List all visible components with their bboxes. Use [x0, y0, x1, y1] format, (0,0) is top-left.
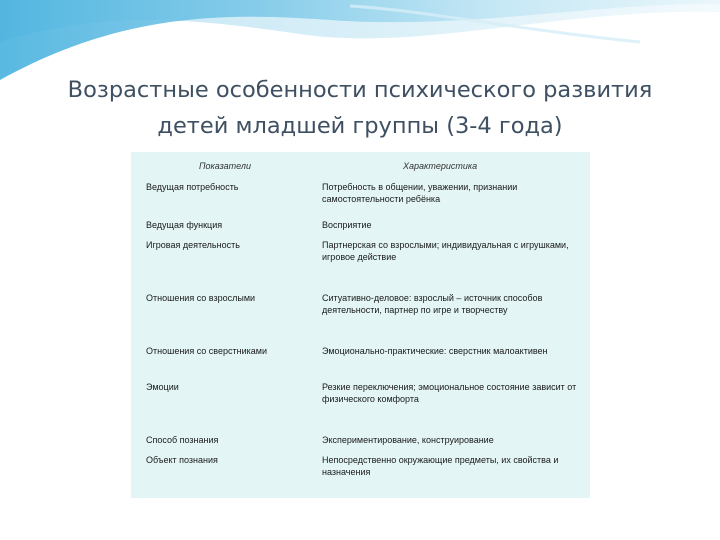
header-characteristics: Характеристика [403, 161, 478, 171]
slide-title: Возрастные особенности психического развития детей младшей группы (3-4 года) [67, 77, 653, 139]
row-indicator-4: Отношения со взрослыми [146, 293, 256, 303]
row-indicator-7: Способ познания [146, 435, 219, 445]
row-characteristic-1: Потребность в общении, уважении, признании самостоятельности ребёнка [322, 182, 518, 204]
header-indicators: Показатели [199, 161, 251, 171]
characteristics-table [131, 152, 590, 498]
row-indicator-3: Игровая деятельность [146, 240, 240, 250]
row-indicator-2: Ведущая функция [146, 220, 223, 230]
row-characteristic-5: Эмоционально-практические: сверстник малоактивен [322, 346, 548, 356]
row-characteristic-4: Ситуативно-деловое: взрослый – источник способов деятельности, партнер по игре и творчеству [322, 293, 543, 315]
row-characteristic-7: Экспериментирование, конструирование [322, 435, 494, 445]
row-indicator-5: Отношения со сверстниками [146, 346, 267, 356]
row-characteristic-3: Партнерская со взрослыми; индивидуальная с игрушками, игровое действие [322, 240, 569, 262]
row-indicator-1: Ведущая потребность [146, 182, 239, 192]
row-characteristic-8: Непосредственно окружающие предметы, их свойства и назначения [322, 455, 559, 477]
row-characteristic-2: Восприятие [322, 220, 372, 230]
row-characteristic-6: Резкие переключения; эмоциональное состояние зависит от физического комфорта [322, 382, 577, 404]
row-indicator-8: Объект познания [146, 455, 218, 465]
row-indicator-6: Эмоции [146, 382, 179, 392]
